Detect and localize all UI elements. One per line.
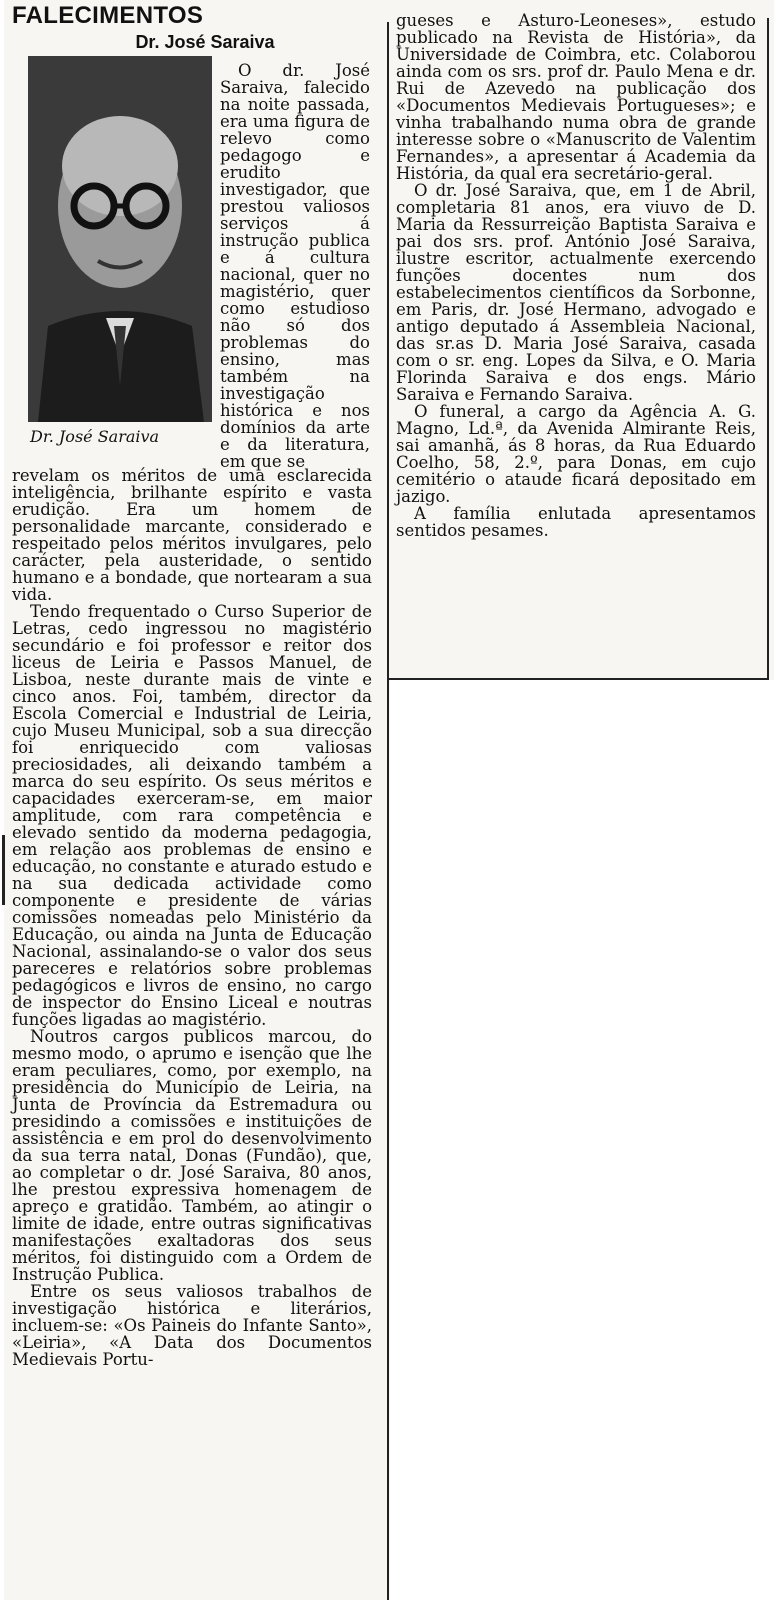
article-paragraph: O dr. José Saraiva, falecido na noite passada, era uma figura de relevo como pedagogo e erudito investigador, que prestou valiosos serviços á instrução publica e á cultura nacional, quer no magistério, quer como estudioso não só dos problemas do ensino, mas também na investigação histórica e nos domínios da arte e da literatura, em que se bbox=[220, 61, 370, 471]
article-paragraph: gueses e Asturo-Leoneses», estudo publicado na Revista de História», da Universidade de Coimbra, etc. Colaborou ainda com os srs. prof dr. Paulo Mena e dr. Rui de Azevedo na publicação dos «Documentos Medievais Portugueses»; e vinha trabalhando numa obra de grande interesse sobre o «Manuscrito de Valentim Fernandes», a apresentar á Academia da História, da qual era secretário-geral. bbox=[396, 11, 756, 183]
portrait-icon bbox=[28, 56, 212, 422]
headline: Dr. José Saraiva bbox=[135, 32, 275, 52]
column-bottom-rule bbox=[388, 678, 769, 680]
article-paragraph: A família enlutada apresentamos sentidos pesames. bbox=[396, 504, 756, 540]
column-divider bbox=[387, 22, 389, 1600]
photo-caption: Dr. José Saraiva bbox=[30, 427, 160, 446]
article-paragraph: O dr. José Saraiva, que, em 1 de Abril, completaria 81 anos, era viuvo de D. Maria da Ressurreição Baptista Saraiva e pai dos srs. prof. António José Saraiva, ilustre escritor, actualmente exercendo funções docentes num dos estabelecimentos científicos da Sorbonne, em Paris, dr. José Hermano, advogado e antigo deputado á Assembleia Nacional, das sr.as D. Maria José Saraiva, casada com o sr. eng. Lopes da Silva, e O. Maria Florinda Saraiva e dos engs. Mário Saraiva e Fernando Saraiva. bbox=[396, 181, 756, 404]
article-paragraph: O funeral, a cargo da Agência A. G. Magno, Ld.ª, da Avenida Almirante Reis, sai amanhã, ás 8 horas, da Rua Eduardo Coelho, 58, 2.º, para Donas, em cujo cemitério o ataude ficará depositado em jazigo. bbox=[396, 402, 756, 506]
article-paragraph: Noutros cargos publicos marcou, do mesmo modo, o aprumo e isenção que lhe eram peculiares, como, por exemplo, na presidência do Município de Leiria, na Junta de Província da Estremadura ou presidindo a comissões e instituições de assistência e em prol do desenvolvimento da sua terra natal, Donas (Fundão), que, ao completar o dr. José Saraiva, 80 anos, lhe prestou expressiva homenagem de apreço e gratidão. Também, ao atingir o limite de idade, entre outras significativas manifestações exaltadoras dos seus méritos, foi distinguido com a Ordem de Instrução Publica. bbox=[12, 1027, 372, 1284]
article-paragraph: Entre os seus valiosos trabalhos de investigação histórica e literários, incluem-se: «Os Paineis do Infante Santo», «Leiria», «A Data dos Documentos Medievais Portu- bbox=[12, 1282, 372, 1369]
article-paragraph: revelam os méritos de uma esclarecida inteligência, brilhante espírito e vasta erudição. Era um homem de personalidade marcante, considerado e respeitado pelos méritos invulgares, pelo carácter, pela austeridade, o sentido humano e a bondade, que nortearam a sua vida. bbox=[12, 466, 372, 604]
portrait-photo bbox=[28, 56, 212, 422]
article-text-wrap bbox=[220, 61, 370, 471]
article-paragraph: Tendo frequentado o Curso Superior de Letras, cedo ingressou no magistério secundário e foi professor e reitor dos liceus de Leiria e Passos Manuel, de Lisboa, neste durante mais de vinte e cinco anos. Foi, também, director da Escola Comercial e Industrial de Leiria, cujo Museu Municipal, sob a sua direcção foi enriquecido com valiosas preciosidades, ali deixando também a marca do seu espírito. Os seus méritos e capacidades exerceram-se, em maior amplitude, com rara competência e elevado sentido da moderna pedagogia, em relação aos problemas de ensino e educação, no constante e aturado estudo e na sua dedicada actividade como componente e presidente de várias comissões nomeadas pelo Ministério da Educação, ou ainda na Junta de Educação Nacional, assinalando-se o valor dos seus pareceres e relatórios sobre problemas pedagógicos e livros de ensino, no cargo de inspector do Ensino Liceal e noutras funções ligadas ao magistério. bbox=[12, 602, 372, 1029]
column-border bbox=[767, 18, 769, 678]
article-text-left bbox=[12, 467, 372, 1600]
clipping-edge-mark bbox=[2, 835, 5, 905]
section-title: FALECIMENTOS bbox=[12, 2, 204, 29]
article-text-right bbox=[396, 12, 756, 672]
